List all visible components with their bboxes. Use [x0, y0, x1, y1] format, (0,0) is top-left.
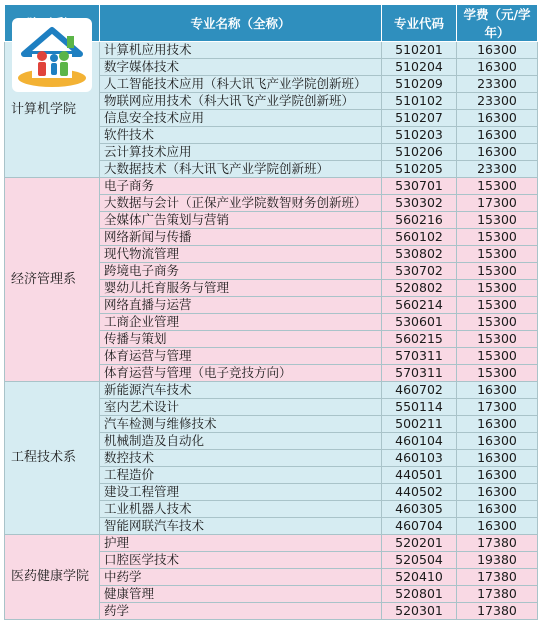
major-name-cell: 网络直播与运营 — [100, 297, 382, 314]
major-name-cell: 现代物流管理 — [100, 246, 382, 263]
major-name-cell: 体育运营与管理（电子竞技方向） — [100, 365, 382, 382]
major-name-cell: 健康管理 — [100, 586, 382, 603]
major-code-cell: 520802 — [382, 280, 457, 297]
major-name-cell: 新能源汽车技术 — [100, 382, 382, 399]
major-code-cell: 530302 — [382, 195, 457, 212]
major-code-cell: 560216 — [382, 212, 457, 229]
major-code-cell: 510204 — [382, 59, 457, 76]
major-code-cell: 520201 — [382, 535, 457, 552]
tuition-cell: 15300 — [457, 314, 538, 331]
major-name-cell: 云计算技术应用 — [100, 144, 382, 161]
table-row — [5, 535, 538, 552]
tuition-cell: 17380 — [457, 603, 538, 620]
dept-cell: 医药健康学院 — [5, 535, 100, 620]
tuition-cell: 15300 — [457, 246, 538, 263]
tuition-cell: 16300 — [457, 416, 538, 433]
major-name-cell: 建设工程管理 — [100, 484, 382, 501]
dept-cell: 经济管理系 — [5, 178, 100, 382]
major-code-cell: 520801 — [382, 586, 457, 603]
tuition-cell: 16300 — [457, 382, 538, 399]
tuition-cell: 16300 — [457, 484, 538, 501]
major-code-cell: 560215 — [382, 331, 457, 348]
major-name-cell: 电子商务 — [100, 178, 382, 195]
tuition-cell: 23300 — [457, 76, 538, 93]
major-name-cell: 工程造价 — [100, 467, 382, 484]
tuition-cell: 15300 — [457, 297, 538, 314]
tuition-cell: 15300 — [457, 212, 538, 229]
table-row — [5, 178, 538, 195]
major-name-cell: 大数据与会计（正保产业学院数智财务创新班） — [100, 195, 382, 212]
major-name-cell: 数字媒体技术 — [100, 59, 382, 76]
header-tuition: 学费（元/学年） — [457, 5, 538, 42]
tuition-cell: 15300 — [457, 280, 538, 297]
tuition-cell: 16300 — [457, 59, 538, 76]
major-code-cell: 520301 — [382, 603, 457, 620]
tuition-cell: 16300 — [457, 144, 538, 161]
table-row — [5, 382, 538, 399]
major-code-cell: 510206 — [382, 144, 457, 161]
major-name-cell: 全媒体广告策划与营销 — [100, 212, 382, 229]
major-code-cell: 440502 — [382, 484, 457, 501]
major-code-cell: 560214 — [382, 297, 457, 314]
tuition-cell: 23300 — [457, 161, 538, 178]
major-code-cell: 510207 — [382, 110, 457, 127]
tuition-cell: 15300 — [457, 229, 538, 246]
major-name-cell: 室内艺术设计 — [100, 399, 382, 416]
major-name-cell: 计算机应用技术 — [100, 42, 382, 59]
major-name-cell: 婴幼儿托育服务与管理 — [100, 280, 382, 297]
major-name-cell: 汽车检测与维修技术 — [100, 416, 382, 433]
major-code-cell: 550114 — [382, 399, 457, 416]
major-name-cell: 人工智能技术应用（科大讯飞产业学院创新班） — [100, 76, 382, 93]
major-code-cell: 530601 — [382, 314, 457, 331]
tuition-cell: 16300 — [457, 501, 538, 518]
major-name-cell: 护理 — [100, 535, 382, 552]
major-code-cell: 460702 — [382, 382, 457, 399]
major-name-cell: 软件技术 — [100, 127, 382, 144]
dept-cell: 计算机学院 — [5, 42, 100, 178]
major-code-cell: 510102 — [382, 93, 457, 110]
house-people-logo-icon — [12, 18, 92, 92]
tuition-cell: 15300 — [457, 348, 538, 365]
tuition-cell: 16300 — [457, 467, 538, 484]
header-major-name: 专业名称（全称） — [100, 5, 382, 42]
major-code-cell: 460103 — [382, 450, 457, 467]
tuition-cell: 17380 — [457, 586, 538, 603]
tuition-cell: 15300 — [457, 365, 538, 382]
major-name-cell: 工商企业管理 — [100, 314, 382, 331]
major-code-cell: 530701 — [382, 178, 457, 195]
tuition-cell: 17380 — [457, 569, 538, 586]
tuition-cell: 16300 — [457, 450, 538, 467]
major-name-cell: 信息安全技术应用 — [100, 110, 382, 127]
tuition-cell: 15300 — [457, 178, 538, 195]
tuition-cell: 17380 — [457, 535, 538, 552]
major-code-cell: 560102 — [382, 229, 457, 246]
major-code-cell: 530802 — [382, 246, 457, 263]
tuition-cell: 16300 — [457, 42, 538, 59]
table-body — [5, 42, 538, 620]
major-name-cell: 体育运营与管理 — [100, 348, 382, 365]
tuition-cell: 16300 — [457, 518, 538, 535]
major-code-cell: 460305 — [382, 501, 457, 518]
major-name-cell: 中药学 — [100, 569, 382, 586]
major-name-cell: 网络新闻与传播 — [100, 229, 382, 246]
tuition-table — [4, 4, 538, 620]
tuition-cell: 19380 — [457, 552, 538, 569]
major-code-cell: 510205 — [382, 161, 457, 178]
tuition-cell: 16300 — [457, 110, 538, 127]
major-code-cell: 500211 — [382, 416, 457, 433]
major-code-cell: 510209 — [382, 76, 457, 93]
major-code-cell: 440501 — [382, 467, 457, 484]
tuition-cell: 23300 — [457, 93, 538, 110]
major-code-cell: 570311 — [382, 365, 457, 382]
tuition-cell: 16300 — [457, 127, 538, 144]
major-name-cell: 大数据技术（科大讯飞产业学院创新班） — [100, 161, 382, 178]
major-name-cell: 药学 — [100, 603, 382, 620]
major-name-cell: 跨境电子商务 — [100, 263, 382, 280]
tuition-cell: 15300 — [457, 331, 538, 348]
major-name-cell: 智能网联汽车技术 — [100, 518, 382, 535]
major-name-cell: 传播与策划 — [100, 331, 382, 348]
major-code-cell: 460104 — [382, 433, 457, 450]
major-name-cell: 口腔医学技术 — [100, 552, 382, 569]
tuition-cell: 17300 — [457, 399, 538, 416]
major-code-cell: 520410 — [382, 569, 457, 586]
major-name-cell: 机械制造及自动化 — [100, 433, 382, 450]
major-code-cell: 520504 — [382, 552, 457, 569]
tuition-cell: 16300 — [457, 433, 538, 450]
major-code-cell: 570311 — [382, 348, 457, 365]
header-major-code: 专业代码 — [382, 5, 457, 42]
major-name-cell: 物联网应用技术（科大讯飞产业学院创新班） — [100, 93, 382, 110]
tuition-table-container — [4, 4, 537, 618]
tuition-cell: 17300 — [457, 195, 538, 212]
major-code-cell: 530702 — [382, 263, 457, 280]
major-code-cell: 510201 — [382, 42, 457, 59]
major-name-cell: 工业机器人技术 — [100, 501, 382, 518]
tuition-cell: 15300 — [457, 263, 538, 280]
major-name-cell: 数控技术 — [100, 450, 382, 467]
major-code-cell: 510203 — [382, 127, 457, 144]
major-code-cell: 460704 — [382, 518, 457, 535]
dept-cell: 工程技术系 — [5, 382, 100, 535]
